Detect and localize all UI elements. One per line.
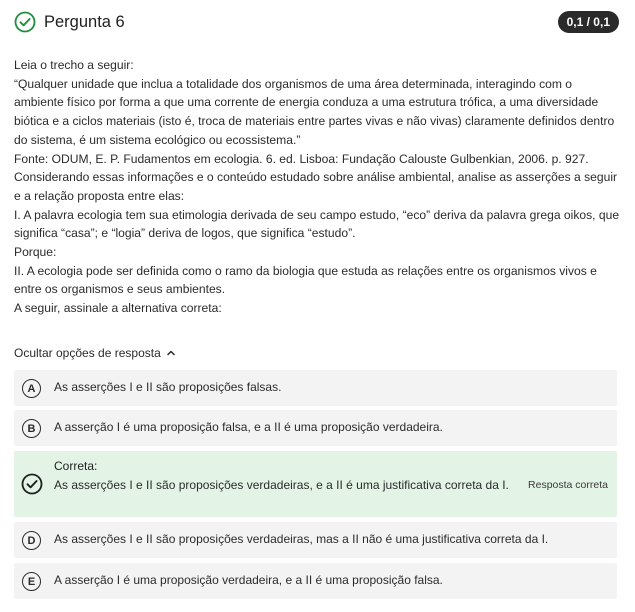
option-text: As asserções I e II são proposições falsas.	[54, 380, 282, 394]
option-text: As asserções I e II são proposições verdadeiras, mas a II não é uma justificativa correta da I.	[54, 532, 549, 546]
option-letter: A	[22, 379, 41, 398]
question-line: Porque:	[14, 245, 57, 260]
check-circle-icon	[21, 473, 43, 495]
question-line: A seguir, assinale a alternativa correta:	[14, 301, 222, 316]
question-header	[14, 10, 619, 34]
score-badge: 0,1 / 0,1	[558, 11, 619, 33]
question-title: Pergunta 6	[44, 12, 125, 31]
question-line: Fonte: ODUM, E. P. Fudamentos em ecologia. 6. ed. Lisboa: Fundação Calouste Gulbenkian, 2006. p. 927.	[14, 151, 589, 166]
question-line: I. A palavra ecologia tem sua etimologia derivada de seu campo estudo, “eco” deriva da palavra grega oikos, que significa “casa”; e “logia” deriva de logos, que significa “estudo”.	[14, 207, 620, 241]
option-d[interactable]	[14, 522, 617, 558]
option-a[interactable]	[14, 370, 617, 406]
option-c-correct[interactable]	[14, 451, 617, 517]
question-line: Leia o trecho a seguir:	[14, 58, 134, 72]
option-letter: E	[22, 572, 41, 591]
toggle-label: Ocultar opções de resposta	[14, 346, 161, 360]
correct-label: Correta:	[54, 459, 98, 473]
option-text: A asserção I é uma proposição falsa, e a II é uma proposição verdadeira.	[54, 420, 443, 434]
hide-options-toggle[interactable]	[14, 346, 175, 360]
option-letter: D	[22, 531, 41, 550]
question-line: II. A ecologia pode ser definida como o ramo da biologia que estuda as relações entre os organismos vivos e entre os organismos e seus ambientes.	[14, 263, 597, 297]
option-text: As asserções I e II são proposições verdadeiras, e a II é uma justificativa correta da I.	[54, 478, 509, 492]
question-body	[14, 56, 624, 318]
question-line: Considerando essas informações e o conteúdo estudado sobre análise ambiental, analise as asserções a seguir e a relação proposta entre elas:	[14, 170, 618, 203]
question-line: “Qualquer unidade que inclua a totalidade dos organismos de uma área determinada, interagindo com o ambiente físico por forma a que uma corrente de energia conduza a uma estrutura trófica, a uma diversidade biótica e a ciclos materiais (isto é, troca de materiais entre partes vivas e não vivas) claramente definidos dentro do sistema, é um sistema ecológico ou ecossistema.”	[14, 76, 615, 147]
option-e[interactable]	[14, 563, 617, 599]
option-text: A asserção I é uma proposição verdadeira, e a II é uma proposição falsa.	[54, 573, 443, 587]
check-circle-icon	[14, 11, 36, 33]
correct-answer-tag: Resposta correta	[528, 479, 608, 491]
option-b[interactable]	[14, 410, 617, 446]
option-letter: B	[22, 419, 41, 438]
chevron-up-icon	[167, 349, 175, 357]
